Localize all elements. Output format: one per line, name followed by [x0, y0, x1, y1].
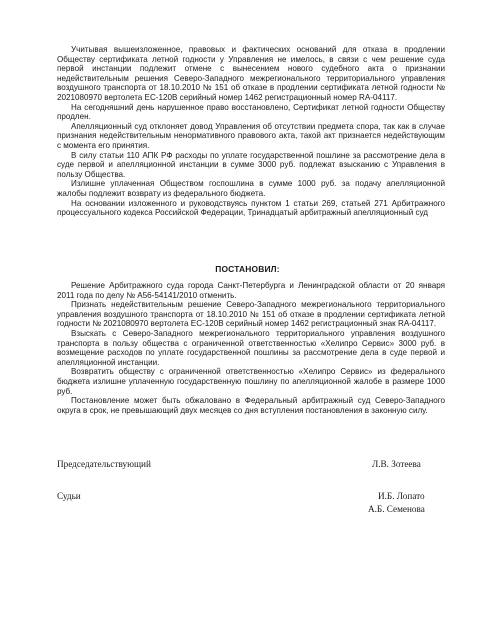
judge-name-1: И.Б. Лопато [378, 491, 425, 501]
presiding-judge-title: Председательствующий [57, 459, 151, 469]
decision-invalidate: Признать недействительным решение Северо-Западного межрегионального территориального управления воздушного транспорта от 18.10.2010 № 151 об отказе в продлении сертификата летной годности № 2021080970 вертолета ЕС-120В серийный номер 1462 регистрационный знак RA-04117. [57, 300, 445, 329]
resolution-heading: ПОСТАНОВИЛ: [215, 264, 280, 274]
resolution-section [57, 281, 445, 415]
paragraph-legal-basis: На основании изложенного и руководствуясь пунктом 1 статьи 269, статьей 271 Арбитражного процессуального кодекса Российской Федерации, Тринадцатый арбитражный апелляционный суд [57, 198, 445, 218]
presiding-judge-name: Л.В. Зотеева [372, 459, 421, 469]
decision-cancel: Решение Арбитражного суда города Санкт-Петербурга и Ленинградской области от 20 января 2011 года по делу № А56-54141/2010 отменить. [57, 281, 445, 300]
paragraph-right-restored: На сегодняшний день нарушенное право восстановлено, Сертификат летной годности Обществу продлен. [57, 102, 445, 122]
judge-name-2: А.Б. Семенова [368, 504, 425, 514]
decision-appeal-notice: Постановление может быть обжаловано в Федеральный арбитражный суд Северо-Западного округа в срок, не превышающий двух месяцев со дня вступления постановления в законную силу. [57, 396, 445, 415]
paragraph-court-costs: В силу статьи 110 АПК РФ расходы по уплате государственной пошлине за рассмотрение дела в суде первой и апелляционной инстанции в сумме 3000 руб. подлежат взысканию с Управления в пользу Общества. [57, 150, 445, 179]
paragraph-refund: Излишне уплаченная Обществом госпошлина в сумме 1000 руб. за подачу апелляционной жалобы подлежит возврату из федерального бюджета. [57, 179, 445, 198]
paragraph-dispute-subject: Апелляционный суд отклоняет довод Управления об отсутствии предмета спора, так как в случае признания недействительным ненормативного правового акта, такой акт признается недействующим с момента его принятия. [57, 121, 445, 150]
paragraph-grounds: Учитывая вышеизложенное, правовых и фактических оснований для отказа в продлении Обществу сертификата летной годности у Управления не имелось, в связи с чем решение суда первой инстанции подлежит отмене с вынесением нового судебного акта о признании недействительным решения Северо-Западного межрегионального территориального управления воздушного транспорта от 18.10.2010 № 151 об отказе в продлении сертификата летной годности № 2021080970 вертолета ЕС-120В серийный номер 1462 регистрационный номер RA-04117. [57, 45, 445, 102]
decision-recover-costs: Взыскать с Северо-Западного межрегионального территориального управления воздушного транспорта в пользу общества с ограниченной ответственностью «Хелипро Сервис» 3000 руб. в возмещение расходов по уплате государственной пошлины за рассмотрение дела в суде первой и апелляционной инстанции. [57, 328, 445, 367]
judges-title: Судьи [57, 491, 81, 501]
reasoning-section [57, 45, 445, 218]
decision-return-fee: Возвратить обществу с ограниченной ответственностью «Хелипро Сервис» из федерального бюджета излишне уплаченную государственную пошлину по апелляционной жалобе в размере 1000 руб. [57, 367, 445, 396]
